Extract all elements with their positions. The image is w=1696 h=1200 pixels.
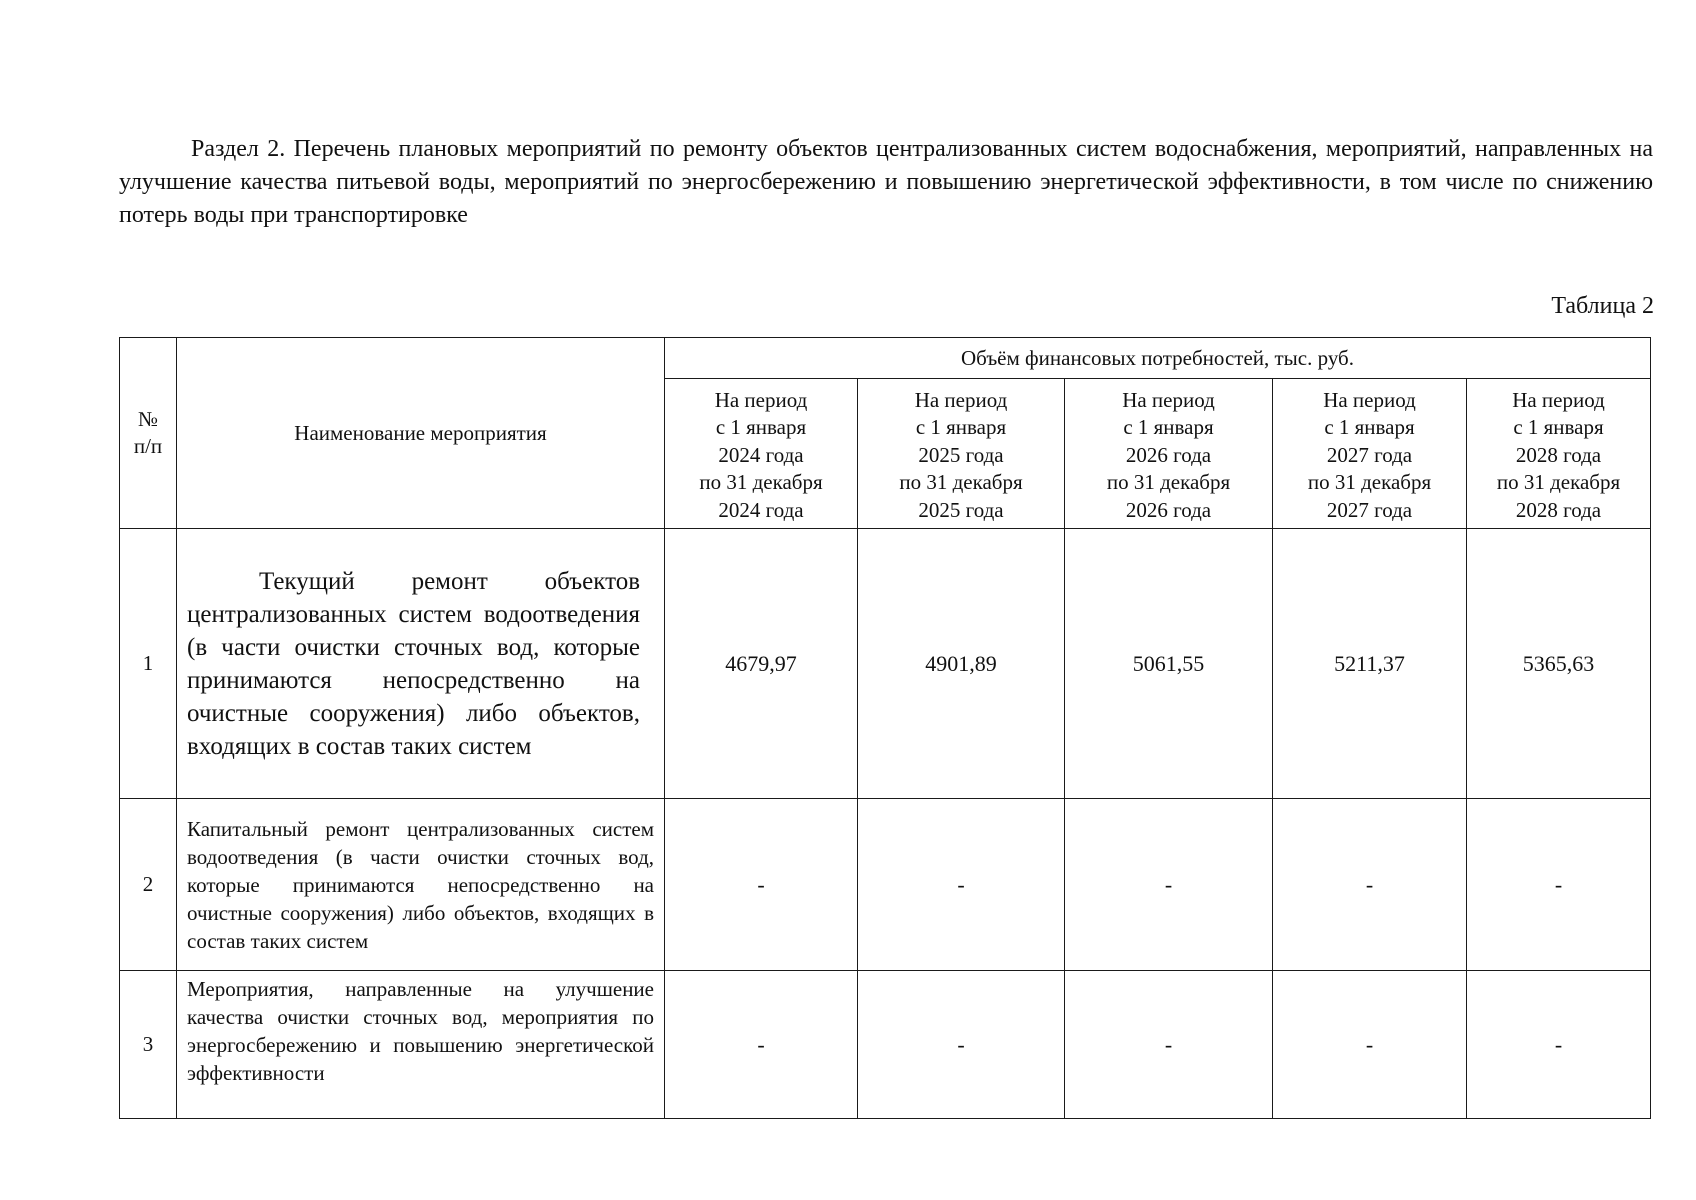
period-line: На период: [1512, 387, 1605, 412]
header-row-top: [120, 338, 1651, 379]
period-line: 2027 года: [1326, 442, 1413, 467]
period-line: по 31 декабря: [899, 470, 1023, 495]
period-line: 2026 года: [1125, 442, 1212, 467]
financial-plan-table: [119, 337, 1651, 1119]
period-line: 2026 года: [1125, 497, 1212, 522]
col-name-header: Наименование мероприятия: [177, 338, 665, 529]
row-value-2027: -: [1273, 971, 1467, 1119]
table-row: [120, 971, 1651, 1119]
period-line: 2025 года: [918, 497, 1004, 522]
row-value-2025: -: [858, 971, 1065, 1119]
row-value-2026: 5061,55: [1065, 529, 1273, 799]
period-line: На период: [1323, 387, 1416, 412]
row-value-2027: 5211,37: [1273, 529, 1467, 799]
period-line: 2025 года: [918, 442, 1004, 467]
row-number: 3: [120, 971, 177, 1119]
row-number: 1: [120, 529, 177, 799]
row-name: Капитальный ремонт централизованных систем водоотведения (в части очистки сточных вод, которые принимаются непосредственно на очистные сооружения) либо объектов, входящих в состав таких систем: [177, 799, 665, 971]
row-value-2024: 4679,97: [665, 529, 858, 799]
period-line: по 31 декабря: [699, 470, 823, 495]
col-number-header-text: № п/п: [133, 407, 163, 458]
row-number: 2: [120, 799, 177, 971]
table-row: [120, 529, 1651, 799]
table-row: [120, 799, 1651, 971]
period-line: На период: [914, 387, 1008, 412]
period-line: с 1 января: [715, 415, 807, 440]
period-line: 2024 года: [718, 497, 804, 522]
row-name: Мероприятия, направленные на улучшение качества очистки сточных вод, мероприятия по энергосбережению и повышению энергетической эффективности: [177, 971, 665, 1119]
period-line: с 1 января: [915, 415, 1007, 440]
period-header-2026: [1065, 379, 1273, 529]
row-value-2026: -: [1065, 971, 1273, 1119]
period-line: по 31 декабря: [1307, 470, 1432, 495]
period-line: с 1 января: [1123, 415, 1214, 440]
col-number-header: [120, 338, 177, 529]
table-caption: Таблица 2: [1551, 293, 1654, 319]
row-value-2025: -: [858, 799, 1065, 971]
period-line: На период: [714, 387, 808, 412]
row-value-2025: 4901,89: [858, 529, 1065, 799]
row-value-2024: -: [665, 971, 858, 1119]
period-line: по 31 декабря: [1496, 470, 1621, 495]
period-line: 2027 года: [1326, 497, 1413, 522]
period-header-2028: [1467, 379, 1651, 529]
row-value-2024: -: [665, 799, 858, 971]
period-line: 2028 года: [1515, 497, 1602, 522]
row-value-2028: -: [1467, 799, 1651, 971]
section-heading: Раздел 2. Перечень плановых мероприятий по ремонту объектов централизованных систем водоснабжения, мероприятий, направленных на улучшение качества питьевой воды, мероприятий по энергосбережению и повышению энергетической эффективности, в том числе по снижению потерь воды при транспортировке: [119, 136, 1653, 228]
period-line: На период: [1122, 387, 1215, 412]
row-value-2026: -: [1065, 799, 1273, 971]
row-name: Текущий ремонт объектов централизованных систем водоотведения (в части очистки сточных вод, которые принимаются непосредственно на очистные сооружения) либо объектов, входящих в состав таких систем: [177, 529, 665, 799]
row-value-2027: -: [1273, 799, 1467, 971]
period-line: 2024 года: [718, 442, 804, 467]
row-value-2028: 5365,63: [1467, 529, 1651, 799]
period-header-2027: [1273, 379, 1467, 529]
row-value-2028: -: [1467, 971, 1651, 1119]
period-line: с 1 января: [1324, 415, 1415, 440]
period-line: с 1 января: [1513, 415, 1604, 440]
period-header-2025: [858, 379, 1065, 529]
finance-header: Объём финансовых потребностей, тыс. руб.: [665, 338, 1651, 379]
period-line: по 31 декабря: [1106, 470, 1231, 495]
period-header-2024: [665, 379, 858, 529]
period-line: 2028 года: [1515, 442, 1602, 467]
